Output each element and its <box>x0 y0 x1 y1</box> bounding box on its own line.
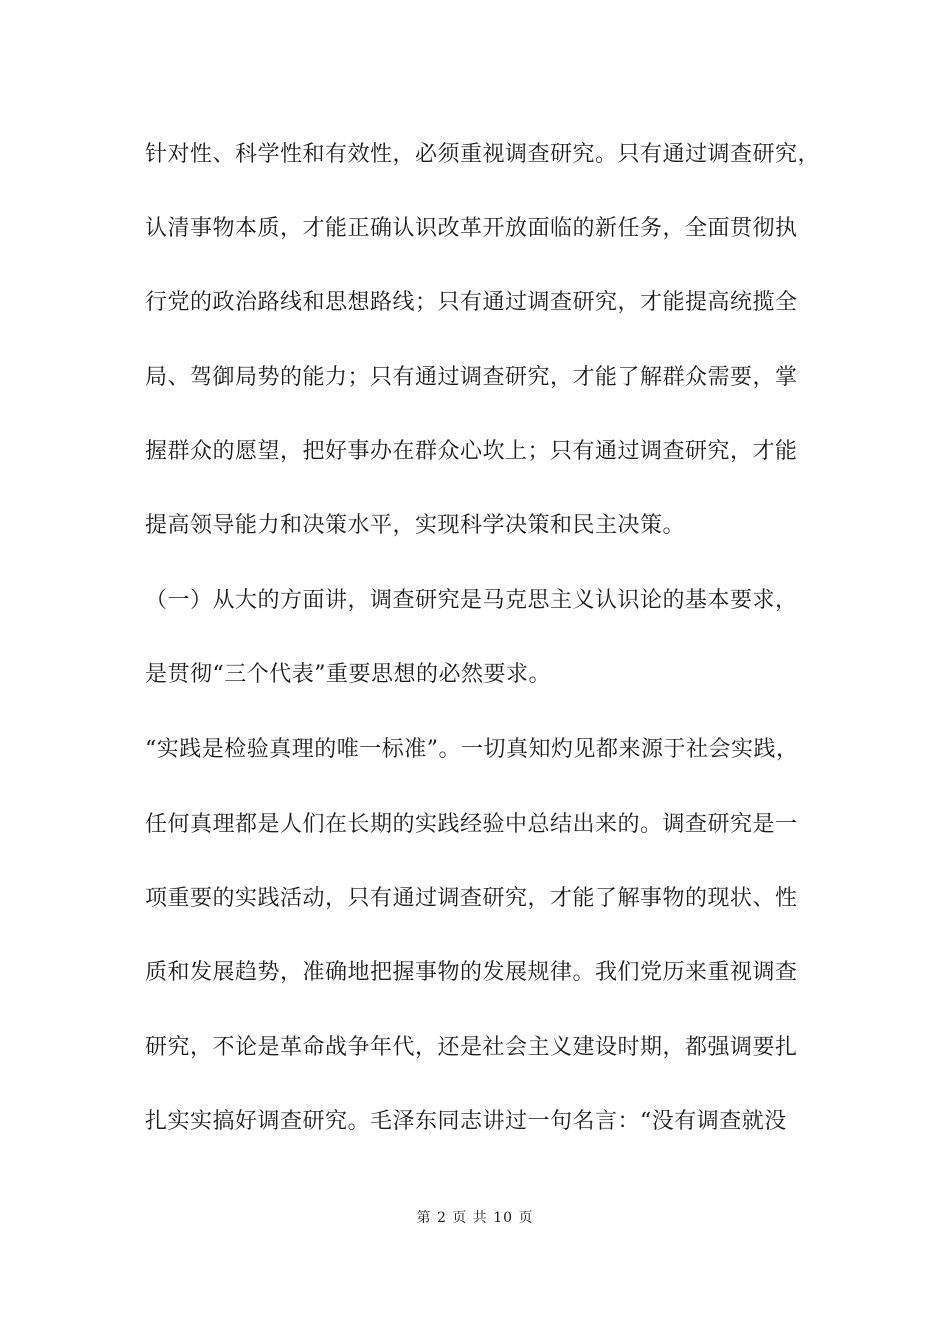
body-line-9: 项重要的实践活动，只有通过调查研究，才能了解事物的现状、性 <box>145 886 798 911</box>
body-line-2: 认清事物本质，才能正确认识改革开放面临的新任务，全面贯彻执 <box>145 216 798 241</box>
body-line-1: 针对性、科学性和有效性，必须重视调查研究。只有通过调查研究， <box>145 142 821 167</box>
body-line-11: 研究，不论是革命战争年代，还是社会主义建设时期，都强调要扎 <box>145 1035 798 1060</box>
body-line-3: 行党的政治路线和思想路线；只有通过调查研究，才能提高统揽全 <box>145 290 798 315</box>
section-heading-line-2: 是贯彻“三个代表”重要思想的必然要求。 <box>145 662 551 687</box>
body-line-7: “实践是检验真理的唯一标准”。一切真知灼见都来源于社会实践， <box>145 737 799 762</box>
body-line-5: 握群众的愿望，把好事办在群众心坎上；只有通过调查研究，才能 <box>145 439 798 464</box>
page-footer: 第 2 页 共 10 页 <box>416 1210 534 1226</box>
body-line-8: 任何真理都是人们在长期的实践经验中总结出来的。调查研究是一 <box>145 812 798 837</box>
body-line-6: 提高领导能力和决策水平，实现科学决策和民主决策。 <box>145 513 686 538</box>
section-heading-line-1: （一）从大的方面讲，调查研究是马克思主义认识论的基本要求， <box>145 588 798 613</box>
body-line-10: 质和发展趋势，准确地把握事物的发展规律。我们党历来重视调查 <box>145 960 798 985</box>
body-line-12: 扎实实搞好调查研究。毛泽东同志讲过一句名言：“没有调查就没 <box>145 1109 787 1134</box>
body-line-4: 局、驾御局势的能力；只有通过调查研究，才能了解群众需要，掌 <box>145 365 798 390</box>
